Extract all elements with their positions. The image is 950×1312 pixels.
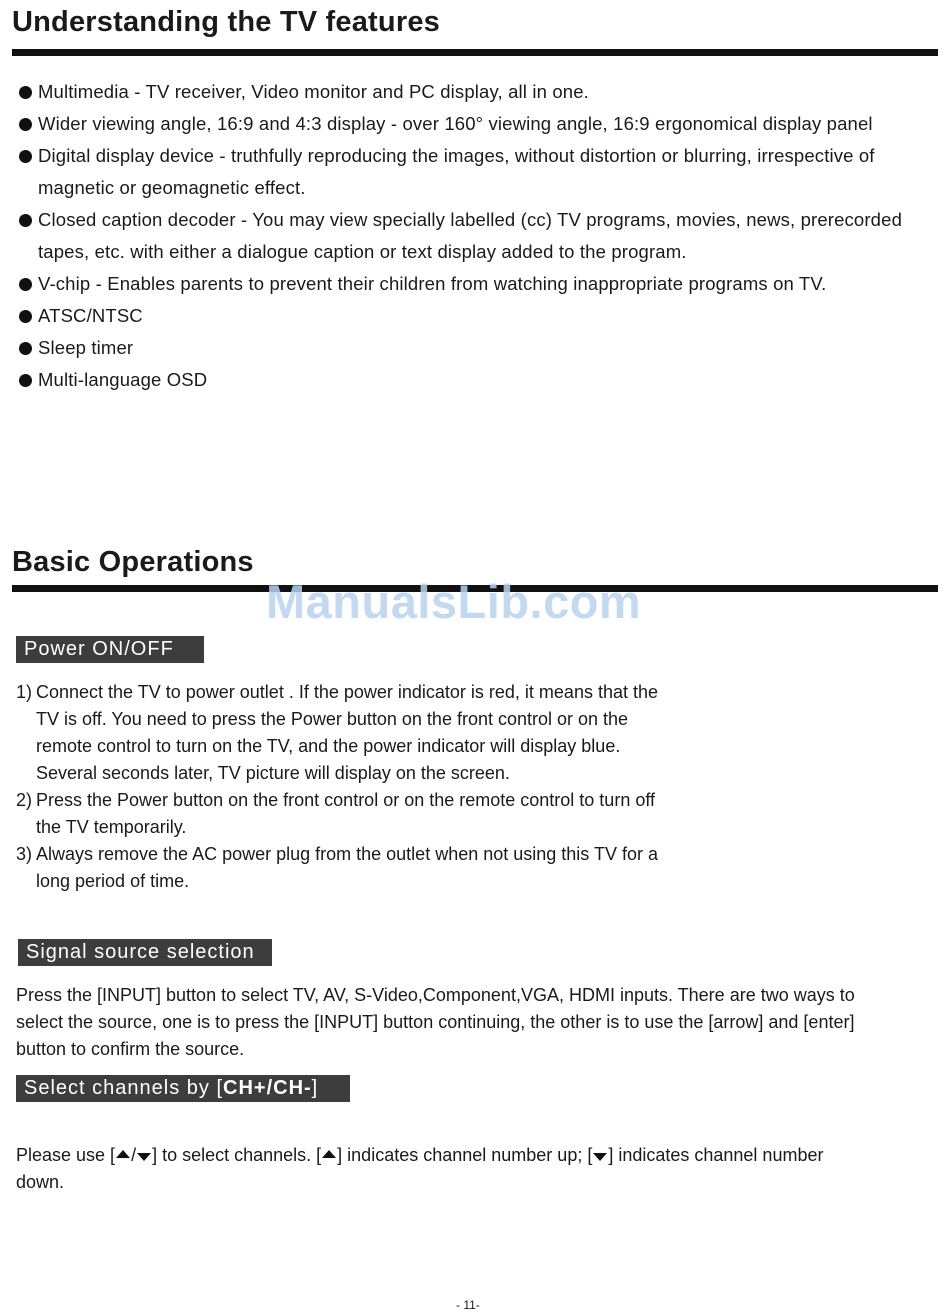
feature-item [18,204,928,268]
step-number: 1) [16,682,33,702]
basic-operations-title: Basic Operations [12,546,254,578]
channels-text-part: ] indicates channel number up; [ [337,1145,593,1165]
feature-item-text: Closed caption decoder - You may view specially labelled (cc) TV programs, movies, news, prerecorded tapes, etc. with either a dialogue caption or text display added to the program. [38,209,903,262]
feature-item-text: V-chip - Enables parents to prevent their children from watching inappropriate programs on TV. [38,273,827,294]
channels-label-suffix: ] [311,1077,319,1099]
signal-paragraph: Press the [INPUT] button to select TV, AV, S-Video,Component,VGA, HDMI inputs. There are two ways to select the source, one is to press the [INPUT] button continuing, the other is to use the [arrow] and [enter] button to confirm the source. [16,985,855,1059]
feature-item [18,140,928,204]
arrow-up-icon [116,1150,130,1158]
bullet-dot-icon [19,278,32,291]
feature-item-text: Digital display device - truthfully reproducing the images, without distortion or blurring, irrespective of magnetic or geomagnetic effect. [38,145,875,198]
channels-text-part: ] indicates channel number down. [16,1145,824,1192]
feature-item-text: Multi-language OSD [38,369,208,390]
arrow-down-icon [593,1153,607,1161]
arrow-up-icon [322,1150,336,1158]
bullet-dot-icon [19,118,32,131]
channels-text-part: / [131,1145,137,1165]
features-divider [12,49,938,56]
feature-item [18,76,928,108]
bullet-dot-icon [19,86,32,99]
features-title: Understanding the TV features [12,6,440,38]
bullet-dot-icon [19,374,32,387]
feature-item [18,364,928,396]
channels-label-prefix: Select channels by [ [24,1077,223,1099]
step-text: Connect the TV to power outlet . If the power indicator is red, it means that the TV is off. You need to press the Power button on the front control or on the remote control to turn on the TV, and the power indicator will display blue. Several seconds later, TV picture will display on the screen. [36,682,659,783]
arrow-down-icon [137,1153,151,1161]
channels-text-part: Please use [ [16,1145,116,1165]
feature-item [18,108,928,140]
step-number: 2) [16,790,33,810]
channels-text-part: ] to select channels. [ [152,1145,322,1165]
bullet-dot-icon [19,310,32,323]
feature-item-text: Multimedia - TV receiver, Video monitor and PC display, all in one. [38,81,589,102]
channels-section-label [16,1075,350,1102]
feature-list [18,76,928,396]
power-step [16,787,676,841]
feature-item-text: ATSC/NTSC [38,305,143,326]
channels-paragraph [16,1142,836,1196]
feature-item-text: Wider viewing angle, 16:9 and 4:3 display - over 160° viewing angle, 16:9 ergonomical display panel [38,113,873,134]
channels-label-key: CH+/CH- [223,1077,312,1099]
step-number: 3) [16,844,33,864]
step-text: Press the Power button on the front control or on the remote control to turn off the TV temporarily. [36,790,656,837]
bullet-dot-icon [19,342,32,355]
step-text: Always remove the AC power plug from the outlet when not using this TV for a long period of time. [36,844,658,891]
power-steps-list [16,679,676,895]
bullet-dot-icon [19,150,32,163]
feature-item [18,332,928,364]
signal-section-label: Signal source selection [18,939,272,966]
feature-item [18,300,928,332]
feature-item-text: Sleep timer [38,337,134,358]
feature-item [18,268,928,300]
watermark: ManualsLib.com [266,575,642,628]
power-step [16,841,676,895]
power-section-label: Power ON/OFF [16,636,204,663]
bullet-dot-icon [19,214,32,227]
page-number: - 11- [456,1298,480,1312]
power-step [16,679,676,787]
